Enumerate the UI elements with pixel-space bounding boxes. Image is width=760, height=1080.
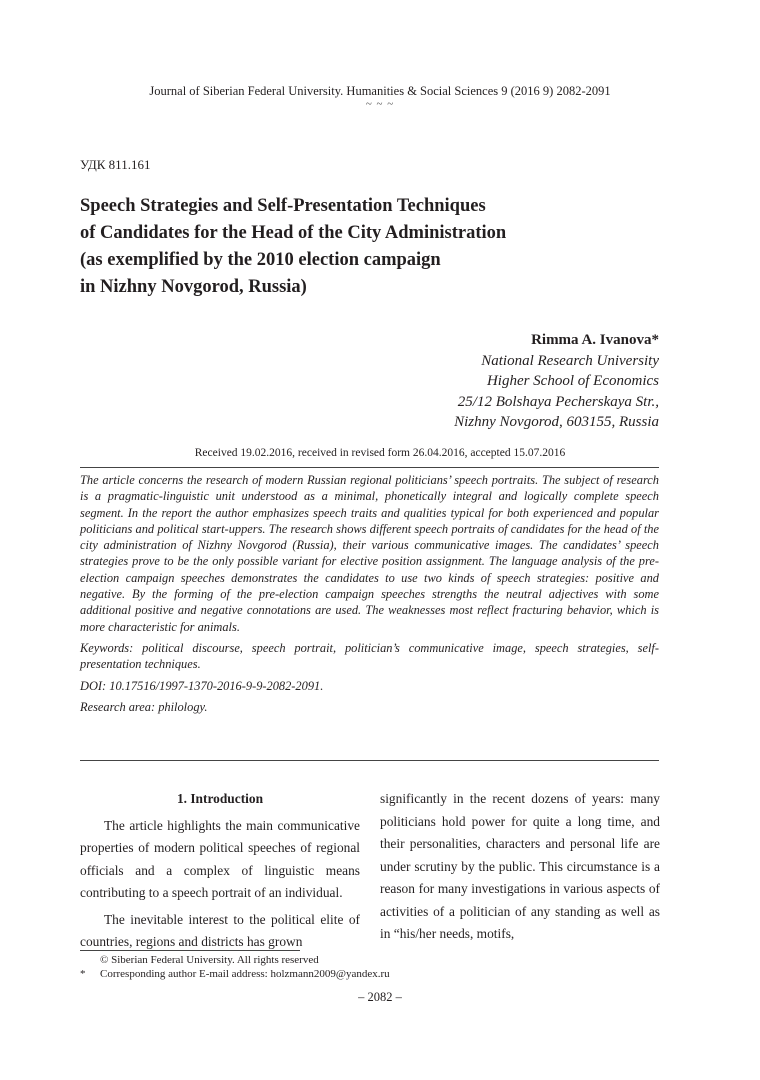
header-ornament: ~ ~ ~ (365, 98, 395, 110)
body-column-left (80, 788, 360, 954)
copyright-text: © Siberian Federal University. All rights reserved (100, 954, 319, 966)
keywords: Keywords: political discourse, speech portrait, politician’s communicative image, speech strategies, self-presentation techniques. (80, 640, 659, 672)
title-line: (as exemplified by the 2010 election campaign (80, 250, 441, 270)
doi: DOI: 10.17516/1997-1370-2016-9-9-2082-2091. (80, 678, 324, 693)
footnote-marker: * (80, 968, 86, 980)
article-title (80, 193, 600, 301)
affiliation-line: Higher School of Economics (486, 373, 659, 389)
abstract-text: The article concerns the research of modern Russian regional politicians’ speech portraits. The subject of research is a pragmatic-linguistic unit understood as a minimal, phonetically integral and logically complete speech segment. In the report the author emphasizes speech traits and qualities typical for both experienced and popular politicians and political start-uppers. The research shows different speech portraits of candidates for the head of the city administration of Nizhny Novgorod (Russia), their various communicative images. The candidates’ speech strategies prove to be the only possible variant for elective position assignment. The language analysis of the pre-election campaign speeches demonstrates the candidates to use two kinds of speech strategies: positive and negative. By the forming of the pre-election campaign speeches strengths the neutral adjectives with some additional positive and negative connotations are used. The weaknesses most reflect fracturing behavior, which is more characteristic for animals. (80, 473, 659, 634)
abstract-top-rule (80, 467, 659, 468)
journal-header: Journal of Siberian Federal University. Humanities & Social Sciences 9 (2016 9) 2082-2091 (149, 84, 611, 98)
body-paragraph: significantly in the recent dozens of years: many politicians hold power for quite a long time, and their personalities, characters and personal life are under scrutiny by the public. This circumstance is a reason for many investigations in various aspects of activities of a politician of any standing as well as in “his/her needs, motifs, (380, 791, 660, 941)
title-line: of Candidates for the Head of the City Administration (80, 223, 507, 243)
footnote-rule (80, 950, 300, 951)
abstract-bottom-rule (80, 760, 659, 761)
page-number: – 2082 – (358, 990, 402, 1004)
body-paragraph: The inevitable interest to the political elite of countries, regions and districts has grown (80, 911, 360, 949)
udc-code: УДК 811.161 (80, 157, 151, 172)
title-line: in Nizhny Novgorod, Russia) (80, 277, 307, 297)
abstract-block (80, 472, 659, 715)
research-area: Research area: philology. (80, 699, 208, 714)
body-paragraph: The article highlights the main communicative properties of modern political speeches of regional officials and a complex of linguistic means contributing to a speech portrait of an individual. (80, 817, 360, 900)
title-line: Speech Strategies and Self-Presentation Techniques (80, 196, 486, 216)
body-column-right (380, 788, 660, 946)
affiliation-line: National Research University (481, 352, 659, 369)
author-name: Rimma A. Ivanova* (531, 332, 659, 348)
received-dates: Received 19.02.2016, received in revised form 26.04.2016, accepted 15.07.2016 (194, 447, 566, 459)
author-block (454, 330, 659, 433)
affiliation-line: 25/12 Bolshaya Pecherskaya Str., (457, 393, 659, 410)
footnote-copyright (80, 953, 319, 967)
footnote-corresponding (80, 967, 390, 981)
corresponding-email-text: Corresponding author E-mail address: holzmann2009@yandex.ru (100, 968, 390, 980)
affiliation-line: Nizhny Novgorod, 603155, Russia (454, 414, 659, 430)
section-heading: 1. Introduction (176, 791, 264, 806)
